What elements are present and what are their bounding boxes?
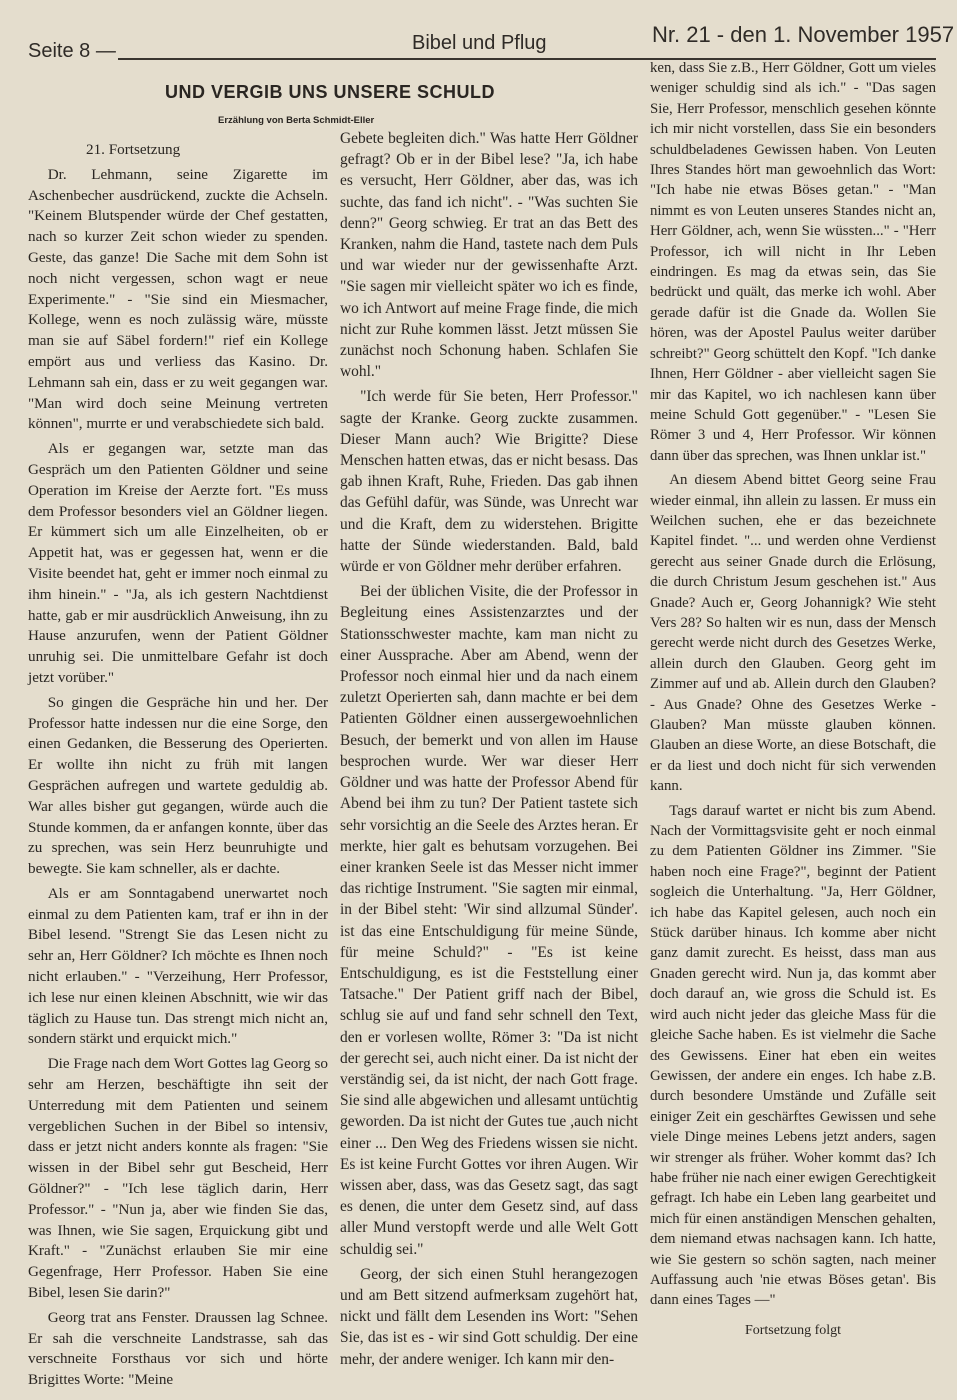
- paragraph: Tags darauf wartet er nicht bis zum Abend. Nach der Vormittagsvisite geht er noch einmal zu dem Patienten Göldner ins Zimmer. "Sie haben noch eine Frage?", beginnt der Patient sogleich die Unterhaltung. "Ja, Herr Göldner, ich habe das Kapitel gelesen, auch noch ein Stück darüber hinaus. Ich komme aber nicht ganz damit zurecht. Es heisst, dass man aus Gnaden gerecht wird. Nun ja, das kommt aber doch darauf an, wie gross die Schuld ist. Es wird auch nicht jeder das gleiche Mass für die gleiche Sache haben. Es ist vielmehr die Sache des Gewissens. Einer hat eben ein weites Gewissen, der andere ein enges. Ich habe z.B. durch besondere Umstände und Zufälle seit einiger Zeit ein geschärftes Gewissen und sehe viele Dinge meines Lebens jetzt anders, sagen wir strenger als früher. Woher kommt das? Ich habe früher nie nach einer ewigen Gerechtigkeit gefragt. Ich habe ein Leben lang gearbeitet und mich für einen anständigen Menschen gehalten, dem niemand etwas nachsagen kann. Ich hatte, wie Sie gestern so schön sagten, nach meiner Auffassung auch 'nie etwas Böses getan'. Bis dann eines Tages —": [650, 802, 937, 1309]
- paragraph: Bei der üblichen Visite, die der Professor in Begleitung eines Assistenzarztes und der Stationsschwester machte, kam man nicht zu einer Aussprache. Aber am Abend, wenn der Professor noch einmal hier und da nach einem zuletzt Operierten sah, dann machte er bei dem Patienten Göldner einen aussergewoehnlichen Besuch, der bemerkt und von allen im Hause besprochen wurde. Wer war dieser Herr Göldner und was hatte der Professor Abend für Abend bei ihm zu tun? Der Patient tastete sich sehr vorsichtig an die Seele des Arztes heran. Er merkte, hier galt es behutsam vorzugehen. Bei einer kranken Seele ist das Messer nicht immer das richtige Instrument. "Sie sagten mir einmal, in der Bibel steht: 'Wir sind allzumal Sünder'. ist das eine Entschuldigung für meine Sünde, für meine Schuld?" - "Es ist keine Entschuldigung, es ist die Feststellung einer Tatsache." Der Patient griff nach der Bibel, schlug sie auf und fand sehr schnell den Text, den er vorlesen wollte, Römer 3: "Da ist nicht der gerecht sei, auch nicht einer. Da ist nicht der verständig sei, da ist nicht, der nach Gott frage. Sie sind alle abgewichen und allesamt untüchtig geworden. Da ist nicht der Gutes tue ,auch nicht einer ... Den Weg des Friedens wissen sie nicht. Es ist keine Furcht Gottes vor ihren Augen. Wir wissen aber, dass, was das Gesetz sagt, das sagt es denen, die unter dem Gesetz sind, auf dass aller Mund verstopft werde und alle Welt Gott schuldig sei.": [340, 583, 638, 1258]
- issue-date: Nr. 21 - den 1. November 1957: [652, 22, 955, 47]
- paragraph: Georg trat ans Fenster. Draussen lag Schnee. Er sah die verschneite Landstrasse, sah das verschneite Forsthaus vor sich und hörte Brigittes Worte: "Meine: [28, 1308, 328, 1389]
- article-byline: Erzählung von Berta Schmidt-Eller: [218, 115, 375, 126]
- paragraph: An diesem Abend bittet Georg seine Frau wieder einmal, ihn allein zu lassen. Er muss ein Weilchen suchen, ehe er das bezeichnete Kapitel findet. "... und werden ohne Verdienst gerecht aus seiner Gnade durch die Erlösung, die durch Christum Jesum geschehen ist." Aus Gnade? Auch er, Georg Johannigk? Wie steht Vers 28? So halten wir es nun, dass der Mensch gerecht werde nicht durch des Gesetzes Werke, allein durch den Glauben. Georg geht im Zimmer auf und ab. Allein durch den Glauben? - Aus Gnade? Ohne des Gesetzes Werke - Glauben? Man müsste glauben können. Glauben an diese Worte, an diese Botschaft, die er da liest und doch nicht für sich verwenden kann.: [650, 472, 936, 795]
- text-column-3: [650, 58, 936, 1341]
- paragraph: ken, dass Sie z.B., Herr Göldner, Gott um vieles weniger schuldig sind als ich." - "Das sagen Sie, Herr Professor, menschlich gesehen könnte ich mir nicht vorstellen, dass Sie ein besonders schuldbeladenes Gewissen haben. Von Leuten Ihres Standes hört man gewoehnlich das Wort: "Ich habe nie etwas Böses getan." - "Man nimmt es von Leuten unseres Standes nicht an, Herr Göldner, ach, wenn Sie wüssten..." - "Herr Professor, ich will nicht in Ihr Leben eindringen. Es mag da etwas sein, das Sie bedrückt und quält, das merke ich wohl. Aber gerade dafür ist die Gnade da. Wollen Sie hören, was der Apostel Paulus weiter darüber schreibt?" Georg schüttelt den Kopf. "Ich danke Ihnen, Herr Göldner - aber vielleicht sagen Sie mir das Kapitel, wo ich nachlesen kann über meine Schuld Gott gegenüber." - "Lesen Sie Römer 3 und 4, Herr Professor. Wir können dann über das sprechen, was Ihnen unklar ist.": [650, 60, 936, 464]
- paragraph: Als er gegangen war, setzte man das Gespräch um den Patienten Göldner und seine Operation im Kreise der Aerzte fort. "Es muss dem Professor besonders viel an Göldner liegen. Er kümmert sich um alle Einzelheiten, ob er Appetit hat, was er gegessen hat, wenn er die Visite beendet hat, geht er immer noch einmal zu ihm hinein." - "Ja, als ich gestern Nachtdienst hatte, gab er mir ausdrücklich Anweisung, ihn zu Hause anzurufen, wenn der Patient Göldner unruhig sei. Die unmittelbare Gefahr ist doch jetzt vorüber.": [28, 440, 328, 686]
- text-column-1: [28, 140, 328, 1391]
- paragraph: 21. Fortsetzung: [86, 141, 181, 158]
- page-number: Seite 8 —: [28, 40, 116, 62]
- continued-note: Fortsetzung folgt: [744, 1322, 842, 1338]
- paragraph: Dr. Lehmann, seine Zigarette im Aschenbecher ausdrückend, zuckte die Achseln. "Keinem Blutspender würde der Chef gestatten, nach so kurzer Zeit schon wieder zu spenden. Geste, das ganze! Die Sache mit dem Sohn ist noch nicht vergessen, schon wagt er neue Experimente." - "Sie sind ein Miesmacher, Kollege, wenn es noch zulässig wäre, müsste man sie auf Säbel fordern!" rief ein Kollege empört aus und verliess das Kasino. Dr. Lehmann sah ein, dass er zu weit gegangen war. "Man wird doch seine Meinung vertreten können", murrte er und verabschiedete sich bald.: [28, 165, 328, 433]
- paragraph: Gebete begleiten dich." Was hatte Herr Göldner gefragt? Ob er in der Bibel lese? "Ja, ich habe es versucht, Herr Göldner, aber das, was ich suchte, das fand ich nicht". - "Was suchten Sie denn?" Georg schwieg. Er trat an das Bett des Kranken, nahm die Hand, tastete nach dem Puls und war wieder nur der gewissenhafte Arzt. "Sie sagen mir vielleicht später wo ich es finde, wo ich Antwort auf meine Frage finde, die mich nicht zur Ruhe kommen lässt. Jetzt müssen Sie zunächst noch Schonung haben. Schlafen Sie wohl.": [340, 130, 638, 381]
- article-title: UND VERGIB UNS UNSERE SCHULD: [164, 82, 496, 102]
- paragraph: Die Frage nach dem Wort Gottes lag Georg so sehr am Herzen, beschäftigte ihn seit der Unterredung mit dem Patienten und seinem vergeblichen Suchen in der Bibel so intensiv, dass er jetzt nicht anders konnte als fragen: "Sie wissen in der Bibel sehr gut Bescheid, Herr Göldner?" - "Ich lese täglich darin, Herr Professor." - "Nun ja, aber wie finden Sie das, was Ihnen, wie Sie sagen, Erquickung gibt und Kraft." - "Zunächst erlauben Sie mir eine Gegenfrage, Herr Professor. Haben Sie eine Bibel, lesen Sie darin?": [28, 1055, 328, 1302]
- paragraph: "Ich werde für Sie beten, Herr Professor." sagte der Kranke. Georg zuckte zusammen. Dieser Mann auch? Wie Brigitte? Diese Menschen hatten etwas, das er nicht besass. Das gab ihnen Kraft, Ruhe, Frieden. Das gab ihnen das Gefühl dafür, was Sünde, was Unrecht war und die Kraft, dem zu widerstehen. Brigitte hatte der Sünde wiederstanden. Bald, bald würde er von Göldner mehr derüber erfahren.: [340, 388, 638, 576]
- paragraph: Georg, der sich einen Stuhl herangezogen und am Bett sitzend aufmerksam zugehört hat, nickt und fällt dem Lesenden ins Wort: "Sehen Sie, das ist es - wir sind Gott schuldig. Der eine mehr, der andere weniger. Ich kann mir den-: [340, 1265, 638, 1368]
- paragraph: So gingen die Gespräche hin und her. Der Professor hatte indessen nur die eine Sorge, den einen Gedanken, die Besserung des Operierten. Er wollte ihn nicht zu früh mit langen Gesprächen aufregen und wartete geduldig ab. War alles bisher gut gegangen, würde auch die Stunde kommen, da er anfangen konnte, über das zu sprechen, was sein Herz beunruhigte und bewegte. Sie kam schneller, als er dachte.: [28, 693, 328, 878]
- paper-title: Bibel und Pflug: [412, 32, 547, 54]
- paragraph: Als er am Sonntagabend unerwartet noch einmal zu dem Patienten kam, traf er ihn in der Bibel lesend. "Strengt Sie das Lesen nicht zu sehr an, Herr Göldner? Ich möchte es Ihnen noch nicht erlauben." - "Verzeihung, Herr Professor, ich lese nur einen kleinen Abschnitt, wie wir das täglich zu Hause tun. Das strengt mich nicht an, sondern stärkt und erquickt mich.": [28, 884, 328, 1048]
- text-column-2: [340, 128, 638, 1370]
